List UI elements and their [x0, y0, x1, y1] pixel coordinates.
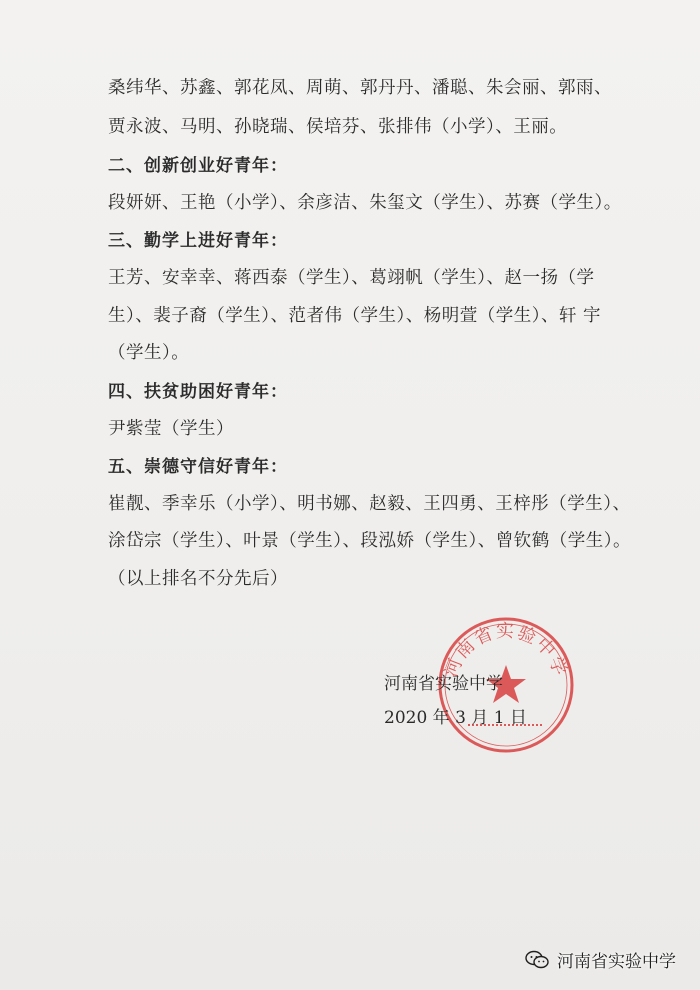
wechat-account-watermark — [525, 947, 676, 972]
body-line: （以上排名不分先后） — [108, 569, 288, 589]
body-line: 崔靓、季幸乐（小学）、明书娜、赵毅、王四勇、王梓彤（学生）、 — [108, 494, 631, 514]
section-heading: 二、创新创业好青年： — [108, 156, 288, 176]
body-line: 贾永波、马明、孙晓瑞、侯培芬、张排伟（小学）、王丽。 — [108, 117, 568, 137]
account-name: 河南省实验中学 — [557, 952, 676, 972]
body-line: 段妍妍、王艳（小学）、余彦洁、朱玺文（学生）、苏赛（学生）。 — [108, 193, 622, 213]
body-line: 涂岱宗（学生）、叶景（学生）、段泓娇（学生）、曾钦鹤（学生）。 — [108, 531, 631, 551]
wechat-icon — [525, 950, 549, 970]
section-heading: 四、扶贫助困好青年： — [108, 382, 288, 402]
body-line: 桑纬华、苏鑫、郭花凤、周萌、郭丹丹、潘聪、朱会丽、郭雨、 — [108, 78, 612, 98]
signature-date: 2020 年 3 月 1 日 — [384, 708, 527, 728]
body-line: 尹紫莹（学生） — [108, 419, 234, 439]
body-line: 王芳、安幸幸、蒋西泰（学生）、葛翊帆（学生）、赵一扬（学 — [108, 268, 595, 288]
section-heading: 五、崇德守信好青年： — [108, 457, 288, 477]
body-line: 生）、裴子裔（学生）、范者伟（学生）、杨明萱（学生）、轩 宇 — [108, 306, 602, 326]
signature-org: 河南省实验中学 — [384, 674, 503, 694]
body-line: （学生）。 — [108, 343, 190, 363]
section-heading: 三、勤学上进好青年： — [108, 231, 288, 251]
seal-text: 河南省实验中学 — [440, 621, 572, 681]
